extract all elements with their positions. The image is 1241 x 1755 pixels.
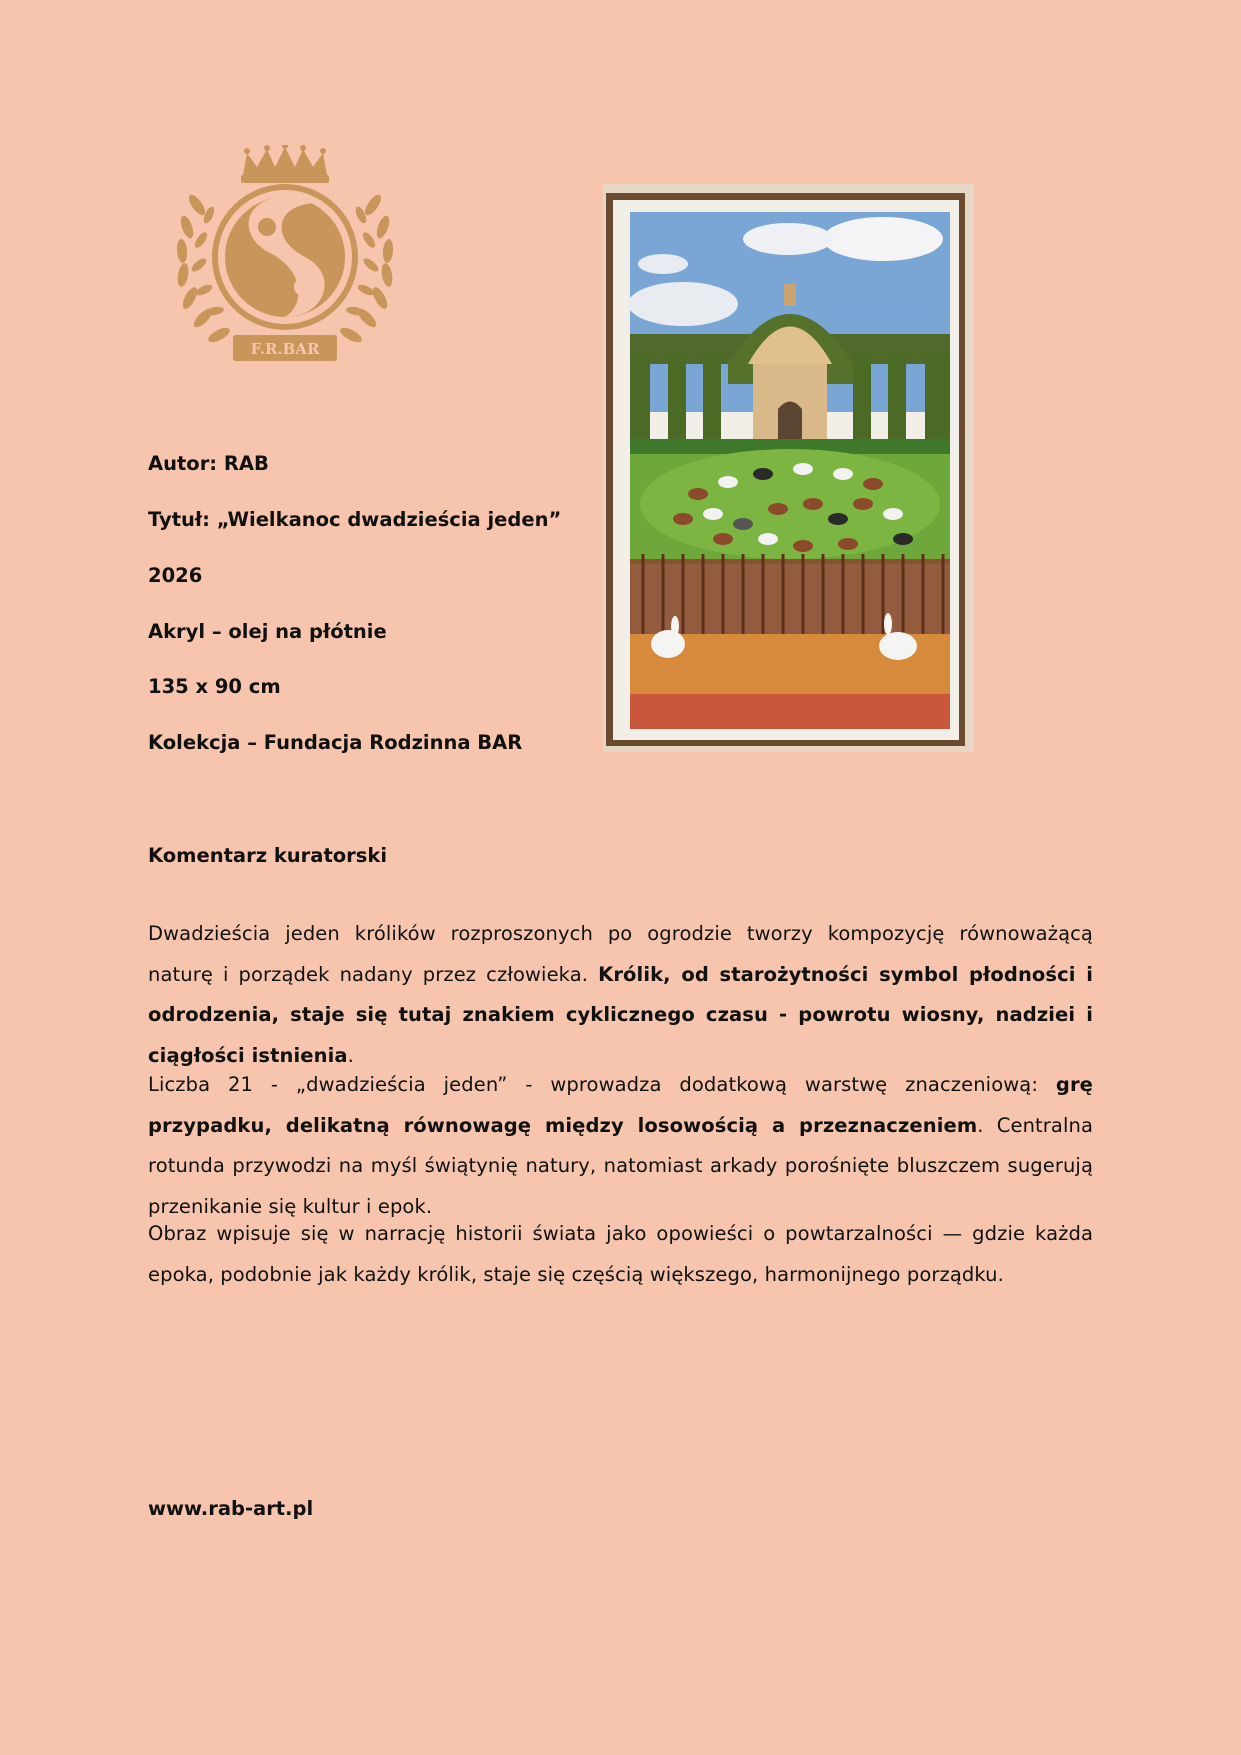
svg-text:F.R.BAR: F.R.BAR xyxy=(250,340,320,358)
commentary-heading: Komentarz kuratorski xyxy=(148,844,388,867)
artwork-dimensions: 135 x 90 cm xyxy=(148,675,281,698)
artwork-year: 2026 xyxy=(148,564,203,587)
artwork-title: Tytuł: „Wielkanoc dwadzieścia jeden” xyxy=(148,508,562,531)
artwork-collection: Kolekcja – Fundacja Rodzinna BAR xyxy=(148,731,523,754)
painting-image xyxy=(603,184,974,752)
commentary-paragraph-3: Obraz wpisuje się w narrację historii świata jako opowieści o powtarzalności — gdzie każda epoka, podobnie jak każdy królik, staje się częścią większego, harmonijnego porządku. xyxy=(148,1222,1093,1286)
artwork-author: Autor: RAB xyxy=(148,452,269,475)
website-link[interactable]: www.rab-art.pl xyxy=(148,1497,314,1520)
commentary-paragraph-2: Liczba 21 - „dwadzieścia jeden” - wprowadza dodatkową warstwę znaczeniową: grę przypadku, delikatną równowagę między losowością a przeznaczeniem. Centralna rotunda przywodzi na myśl świątynię natury, natomiast arkady porośnięte bluszczem sugerują przenikanie się kultur i epok. xyxy=(148,1073,1093,1218)
artwork-medium: Akryl – olej na płótnie xyxy=(148,620,387,643)
commentary-paragraph-1: Dwadzieścia jeden królików rozproszonych po ogrodzie tworzy kompozycję równoważącą naturę i porządek nadany przez człowieka. Królik, od starożytności symbol płodności i odrodzenia, staje się tutaj znakiem cyklicznego czasu - powrotu wiosny, nadziei i ciągłości istnienia. xyxy=(148,922,1093,1067)
foundation-logo xyxy=(175,145,395,370)
